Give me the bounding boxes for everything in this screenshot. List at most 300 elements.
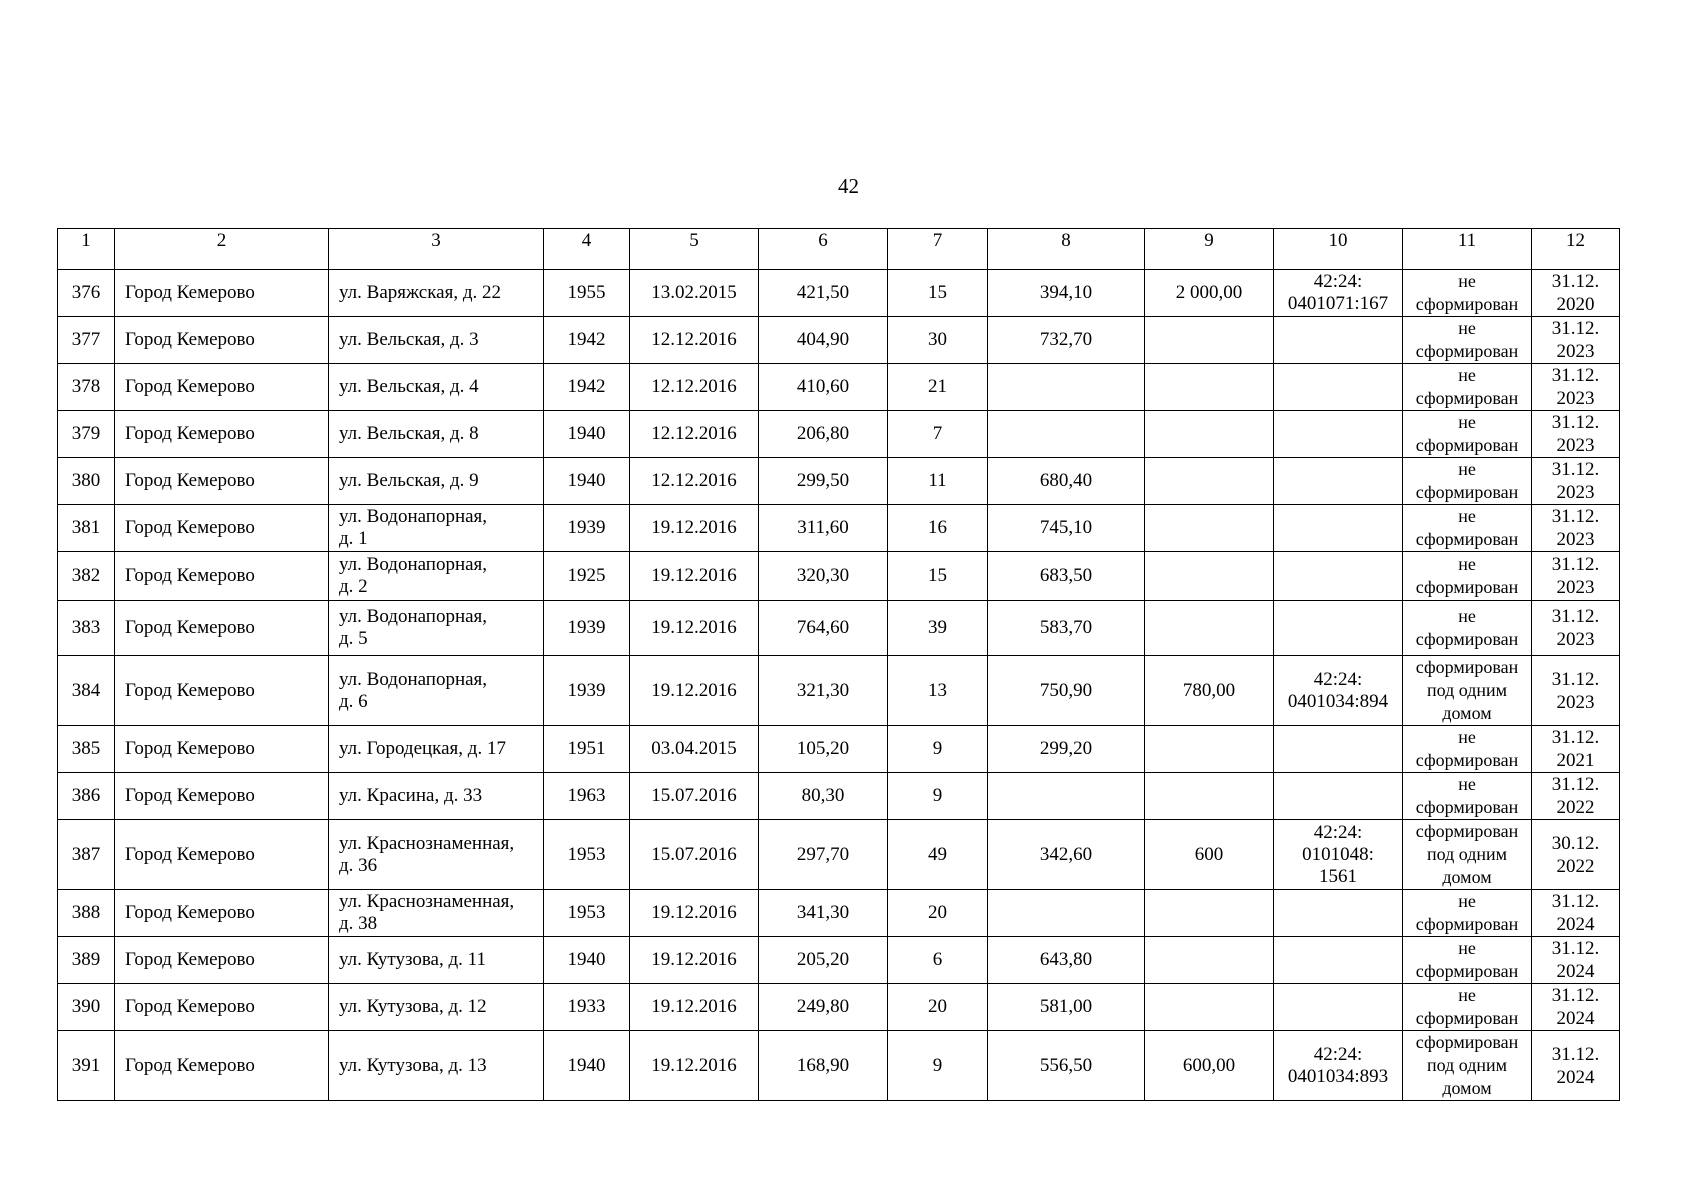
address-cell <box>329 411 544 458</box>
address-cell <box>329 601 544 656</box>
cost-cell <box>1145 773 1274 820</box>
column-header: 3 <box>329 229 544 270</box>
cadastral-cell <box>1274 270 1403 317</box>
row-number: 385 <box>58 726 115 773</box>
status-cell <box>1403 411 1532 458</box>
deadline-cell-line: 2020 <box>1556 294 1595 315</box>
cadastral-cell-line: 42:24: <box>1313 1043 1363 1065</box>
cost-cell <box>1145 984 1274 1031</box>
status-cell-line: сформирован <box>1415 914 1519 934</box>
cadastral-cell-line: 42:24: <box>1313 821 1363 843</box>
persons-cell: 16 <box>888 505 988 552</box>
status-cell-line: не <box>1458 412 1476 432</box>
status-cell-line: сформирован <box>1415 341 1519 361</box>
cadastral-cell-line: 0401034:894 <box>1287 690 1389 712</box>
row-number: 390 <box>58 984 115 1031</box>
column-header: 10 <box>1274 229 1403 270</box>
deadline-cell <box>1532 656 1620 726</box>
cadastral-cell <box>1274 458 1403 505</box>
cost-cell <box>1145 890 1274 937</box>
cadastral-cell <box>1274 317 1403 364</box>
area-cell: 168,90 <box>759 1031 888 1101</box>
cost-cell <box>1145 505 1274 552</box>
deadline-cell <box>1532 364 1620 411</box>
address-cell <box>329 552 544 601</box>
address-cell <box>329 890 544 937</box>
row-number: 384 <box>58 656 115 726</box>
land-area-cell: 556,50 <box>988 1031 1145 1101</box>
land-area-cell: 299,20 <box>988 726 1145 773</box>
address-cell-line: ул. Вельская, д. 8 <box>339 423 479 444</box>
land-area-cell: 683,50 <box>988 552 1145 601</box>
land-area-cell: 732,70 <box>988 317 1145 364</box>
table-row <box>58 364 1620 411</box>
city-cell: Город Кемерово <box>115 656 329 726</box>
area-cell: 105,20 <box>759 726 888 773</box>
date-cell: 12.12.2016 <box>630 364 759 411</box>
status-cell-line: домом <box>1442 867 1492 887</box>
persons-cell: 30 <box>888 317 988 364</box>
deadline-cell-line: 31.12. <box>1551 412 1600 433</box>
deadline-cell <box>1532 505 1620 552</box>
status-cell <box>1403 552 1532 601</box>
deadline-cell <box>1532 726 1620 773</box>
deadline-cell-line: 31.12. <box>1551 727 1600 748</box>
deadline-cell-line: 31.12. <box>1551 985 1600 1006</box>
deadline-cell-line: 2022 <box>1556 855 1595 877</box>
deadline-cell-line: 2023 <box>1556 435 1595 456</box>
status-cell <box>1403 937 1532 984</box>
deadline-cell-line: 31.12. <box>1551 606 1600 627</box>
status-cell-line: сформирован <box>1415 797 1519 817</box>
deadline-cell <box>1532 937 1620 984</box>
year-cell: 1939 <box>544 656 630 726</box>
table-row <box>58 552 1620 601</box>
table-row <box>58 1031 1620 1101</box>
persons-cell: 49 <box>888 820 988 890</box>
cadastral-cell <box>1274 820 1403 890</box>
deadline-cell-line: 31.12. <box>1551 365 1600 386</box>
persons-cell: 39 <box>888 601 988 656</box>
address-cell <box>329 1031 544 1101</box>
deadline-cell-line: 31.12. <box>1551 938 1600 959</box>
status-cell-line: сформирован <box>1415 577 1519 597</box>
area-cell: 421,50 <box>759 270 888 317</box>
land-area-cell: 342,60 <box>988 820 1145 890</box>
address-cell <box>329 458 544 505</box>
status-cell-line: не <box>1458 606 1476 626</box>
status-cell-line: не <box>1458 271 1476 291</box>
address-cell-line: ул. Кутузова, д. 13 <box>339 1054 487 1076</box>
header-row <box>58 229 1620 270</box>
year-cell: 1940 <box>544 1031 630 1101</box>
date-cell: 19.12.2016 <box>630 656 759 726</box>
deadline-cell-line: 2023 <box>1556 691 1595 713</box>
date-cell: 19.12.2016 <box>630 984 759 1031</box>
address-cell-line: ул. Водонапорная, <box>339 506 488 527</box>
row-number: 378 <box>58 364 115 411</box>
date-cell: 15.07.2016 <box>630 773 759 820</box>
address-cell <box>329 984 544 1031</box>
year-cell: 1963 <box>544 773 630 820</box>
year-cell: 1940 <box>544 937 630 984</box>
status-cell-line: не <box>1458 318 1476 338</box>
status-cell-line: не <box>1458 938 1476 958</box>
row-number: 379 <box>58 411 115 458</box>
address-cell-line: д. 38 <box>339 913 378 934</box>
status-cell-line: под одним <box>1426 844 1508 864</box>
year-cell: 1951 <box>544 726 630 773</box>
deadline-cell-line: 2021 <box>1556 750 1595 771</box>
status-cell <box>1403 1031 1532 1101</box>
land-area-cell: 750,90 <box>988 656 1145 726</box>
row-number: 386 <box>58 773 115 820</box>
year-cell: 1939 <box>544 505 630 552</box>
deadline-cell-line: 2023 <box>1556 388 1595 409</box>
persons-cell: 9 <box>888 726 988 773</box>
row-number: 377 <box>58 317 115 364</box>
address-cell <box>329 270 544 317</box>
deadline-cell <box>1532 820 1620 890</box>
deadline-cell-line: 2024 <box>1556 1066 1595 1088</box>
deadline-cell-line: 2024 <box>1556 961 1595 982</box>
column-header: 2 <box>115 229 329 270</box>
address-cell-line: ул. Краснознаменная, <box>339 832 515 854</box>
address-cell-line: д. 36 <box>339 854 378 876</box>
deadline-cell-line: 2022 <box>1556 797 1595 818</box>
status-cell <box>1403 773 1532 820</box>
date-cell: 19.12.2016 <box>630 937 759 984</box>
status-cell-line: не <box>1458 506 1476 526</box>
status-cell <box>1403 890 1532 937</box>
address-cell-line: ул. Краснознаменная, <box>339 891 515 912</box>
city-cell: Город Кемерово <box>115 601 329 656</box>
year-cell: 1933 <box>544 984 630 1031</box>
table-row <box>58 984 1620 1031</box>
table-row <box>58 656 1620 726</box>
year-cell: 1925 <box>544 552 630 601</box>
status-cell-line: под одним <box>1426 1055 1508 1075</box>
persons-cell: 9 <box>888 1031 988 1101</box>
area-cell: 80,30 <box>759 773 888 820</box>
deadline-cell <box>1532 890 1620 937</box>
status-cell <box>1403 364 1532 411</box>
address-cell-line: ул. Кутузова, д. 11 <box>339 949 486 970</box>
column-header: 8 <box>988 229 1145 270</box>
deadline-cell <box>1532 773 1620 820</box>
table-row <box>58 270 1620 317</box>
deadline-cell-line: 31.12. <box>1551 774 1600 795</box>
persons-cell: 20 <box>888 984 988 1031</box>
status-cell-line: сформирован <box>1415 294 1519 314</box>
cost-cell <box>1145 411 1274 458</box>
deadline-cell <box>1532 317 1620 364</box>
year-cell: 1942 <box>544 364 630 411</box>
cost-cell <box>1145 726 1274 773</box>
row-number: 376 <box>58 270 115 317</box>
deadline-cell-line: 2024 <box>1556 1008 1595 1029</box>
persons-cell: 20 <box>888 890 988 937</box>
deadline-cell-line: 2023 <box>1556 577 1595 598</box>
status-cell-line: сформирован <box>1415 435 1519 455</box>
address-cell-line: д. 6 <box>339 690 368 712</box>
address-cell <box>329 317 544 364</box>
cadastral-cell-line: 1561 <box>1319 865 1357 887</box>
area-cell: 249,80 <box>759 984 888 1031</box>
cadastral-cell <box>1274 601 1403 656</box>
status-cell-line: сформирован <box>1415 821 1519 841</box>
address-cell-line: ул. Городецкая, д. 17 <box>339 738 506 759</box>
status-cell <box>1403 458 1532 505</box>
city-cell: Город Кемерово <box>115 937 329 984</box>
city-cell: Город Кемерово <box>115 458 329 505</box>
date-cell: 19.12.2016 <box>630 890 759 937</box>
deadline-cell-line: 31.12. <box>1551 459 1600 480</box>
status-cell-line: сформирован <box>1415 388 1519 408</box>
area-cell: 341,30 <box>759 890 888 937</box>
column-header: 12 <box>1532 229 1620 270</box>
area-cell: 299,50 <box>759 458 888 505</box>
deadline-cell-line: 2023 <box>1556 341 1595 362</box>
column-header: 4 <box>544 229 630 270</box>
year-cell: 1953 <box>544 890 630 937</box>
column-header: 6 <box>759 229 888 270</box>
status-cell-line: сформирован <box>1415 529 1519 549</box>
area-cell: 410,60 <box>759 364 888 411</box>
year-cell: 1942 <box>544 317 630 364</box>
cadastral-cell <box>1274 984 1403 1031</box>
row-number: 391 <box>58 1031 115 1101</box>
address-cell <box>329 937 544 984</box>
persons-cell: 9 <box>888 773 988 820</box>
land-area-cell <box>988 773 1145 820</box>
column-header: 9 <box>1145 229 1274 270</box>
deadline-cell <box>1532 552 1620 601</box>
address-cell <box>329 364 544 411</box>
area-cell: 311,60 <box>759 505 888 552</box>
status-cell-line: не <box>1458 891 1476 911</box>
row-number: 389 <box>58 937 115 984</box>
deadline-cell-line: 31.12. <box>1551 506 1600 527</box>
land-area-cell <box>988 364 1145 411</box>
city-cell: Город Кемерово <box>115 317 329 364</box>
table-row <box>58 773 1620 820</box>
date-cell: 12.12.2016 <box>630 458 759 505</box>
deadline-cell <box>1532 270 1620 317</box>
status-cell-line: домом <box>1442 703 1492 723</box>
status-cell-line: сформирован <box>1415 657 1519 677</box>
year-cell: 1939 <box>544 601 630 656</box>
cost-cell <box>1145 458 1274 505</box>
status-cell-line: сформирован <box>1415 482 1519 502</box>
status-cell <box>1403 505 1532 552</box>
date-cell: 13.02.2015 <box>630 270 759 317</box>
address-cell-line: ул. Варяжская, д. 22 <box>339 282 501 303</box>
city-cell: Город Кемерово <box>115 552 329 601</box>
table-row <box>58 820 1620 890</box>
status-cell-line: не <box>1458 727 1476 747</box>
cost-cell: 600,00 <box>1145 1031 1274 1101</box>
status-cell-line: сформирован <box>1415 961 1519 981</box>
cost-cell: 2 000,00 <box>1145 270 1274 317</box>
deadline-cell <box>1532 411 1620 458</box>
cost-cell <box>1145 317 1274 364</box>
address-cell <box>329 773 544 820</box>
cadastral-cell <box>1274 411 1403 458</box>
row-number: 380 <box>58 458 115 505</box>
cadastral-cell-line: 42:24: <box>1313 668 1363 690</box>
deadline-cell-line: 31.12. <box>1551 1043 1600 1065</box>
status-cell <box>1403 984 1532 1031</box>
address-cell <box>329 656 544 726</box>
cadastral-cell-line: 42:24: <box>1313 271 1363 292</box>
address-cell-line: д. 2 <box>339 576 368 597</box>
year-cell: 1940 <box>544 411 630 458</box>
status-cell <box>1403 270 1532 317</box>
register-table <box>57 228 1620 1101</box>
status-cell <box>1403 601 1532 656</box>
table-row <box>58 458 1620 505</box>
persons-cell: 11 <box>888 458 988 505</box>
date-cell: 19.12.2016 <box>630 1031 759 1101</box>
deadline-cell-line: 31.12. <box>1551 891 1600 912</box>
table-row <box>58 601 1620 656</box>
address-cell-line: ул. Кутузова, д. 12 <box>339 996 487 1017</box>
status-cell-line: сформирован <box>1415 750 1519 770</box>
status-cell-line: не <box>1458 774 1476 794</box>
date-cell: 19.12.2016 <box>630 505 759 552</box>
status-cell <box>1403 726 1532 773</box>
city-cell: Город Кемерово <box>115 505 329 552</box>
deadline-cell-line: 31.12. <box>1551 554 1600 575</box>
address-cell-line: ул. Водонапорная, <box>339 554 488 575</box>
cadastral-cell-line: 0101048: <box>1302 843 1374 865</box>
date-cell: 19.12.2016 <box>630 601 759 656</box>
table-row <box>58 726 1620 773</box>
address-cell-line: д. 5 <box>339 628 368 649</box>
address-cell-line: д. 1 <box>339 528 368 549</box>
city-cell: Город Кемерово <box>115 726 329 773</box>
city-cell: Город Кемерово <box>115 1031 329 1101</box>
table-row <box>58 411 1620 458</box>
area-cell: 297,70 <box>759 820 888 890</box>
address-cell-line: ул. Вельская, д. 4 <box>339 376 479 397</box>
year-cell: 1953 <box>544 820 630 890</box>
land-area-cell: 394,10 <box>988 270 1145 317</box>
address-cell <box>329 726 544 773</box>
cadastral-cell-line: 0401071:167 <box>1287 293 1389 314</box>
cost-cell: 780,00 <box>1145 656 1274 726</box>
date-cell: 12.12.2016 <box>630 317 759 364</box>
cadastral-cell-line: 0401034:893 <box>1287 1065 1389 1087</box>
deadline-cell <box>1532 458 1620 505</box>
column-header: 5 <box>630 229 759 270</box>
row-number: 383 <box>58 601 115 656</box>
cost-cell <box>1145 364 1274 411</box>
date-cell: 12.12.2016 <box>630 411 759 458</box>
deadline-cell-line: 31.12. <box>1551 668 1600 690</box>
status-cell-line: под одним <box>1426 680 1508 700</box>
cost-cell <box>1145 937 1274 984</box>
table-row <box>58 890 1620 937</box>
table-row <box>58 317 1620 364</box>
status-cell <box>1403 317 1532 364</box>
cadastral-cell <box>1274 773 1403 820</box>
cost-cell <box>1145 552 1274 601</box>
land-area-cell <box>988 890 1145 937</box>
city-cell: Город Кемерово <box>115 411 329 458</box>
column-header: 1 <box>58 229 115 270</box>
city-cell: Город Кемерово <box>115 820 329 890</box>
area-cell: 206,80 <box>759 411 888 458</box>
deadline-cell-line: 31.12. <box>1551 318 1600 339</box>
cadastral-cell <box>1274 505 1403 552</box>
area-cell: 764,60 <box>759 601 888 656</box>
city-cell: Город Кемерово <box>115 270 329 317</box>
persons-cell: 6 <box>888 937 988 984</box>
cadastral-cell <box>1274 937 1403 984</box>
land-area-cell: 643,80 <box>988 937 1145 984</box>
deadline-cell-line: 31.12. <box>1551 271 1600 292</box>
address-cell-line: ул. Водонапорная, <box>339 668 488 690</box>
row-number: 388 <box>58 890 115 937</box>
deadline-cell <box>1532 601 1620 656</box>
year-cell: 1940 <box>544 458 630 505</box>
cadastral-cell <box>1274 890 1403 937</box>
status-cell <box>1403 656 1532 726</box>
status-cell-line: сформирован <box>1415 1032 1519 1052</box>
area-cell: 205,20 <box>759 937 888 984</box>
table-row <box>58 937 1620 984</box>
cadastral-cell <box>1274 364 1403 411</box>
address-cell-line: ул. Красина, д. 33 <box>339 785 483 806</box>
status-cell-line: сформирован <box>1415 1008 1519 1028</box>
column-header: 11 <box>1403 229 1532 270</box>
date-cell: 03.04.2015 <box>630 726 759 773</box>
deadline-cell-line: 2023 <box>1556 482 1595 503</box>
city-cell: Город Кемерово <box>115 984 329 1031</box>
persons-cell: 15 <box>888 270 988 317</box>
cost-cell: 600 <box>1145 820 1274 890</box>
date-cell: 19.12.2016 <box>630 552 759 601</box>
address-cell-line: ул. Вельская, д. 3 <box>339 329 479 350</box>
deadline-cell-line: 2024 <box>1556 914 1595 935</box>
address-cell-line: ул. Водонапорная, <box>339 606 488 627</box>
status-cell <box>1403 820 1532 890</box>
cadastral-cell <box>1274 1031 1403 1101</box>
address-cell-line: ул. Вельская, д. 9 <box>339 470 479 491</box>
land-area-cell: 581,00 <box>988 984 1145 1031</box>
land-area-cell <box>988 411 1145 458</box>
status-cell-line: сформирован <box>1415 629 1519 649</box>
column-header: 7 <box>888 229 988 270</box>
cadastral-cell <box>1274 656 1403 726</box>
persons-cell: 15 <box>888 552 988 601</box>
page-number: 42 <box>838 174 859 198</box>
row-number: 387 <box>58 820 115 890</box>
persons-cell: 13 <box>888 656 988 726</box>
address-cell <box>329 820 544 890</box>
land-area-cell: 680,40 <box>988 458 1145 505</box>
deadline-cell-line: 30.12. <box>1551 832 1600 854</box>
area-cell: 320,30 <box>759 552 888 601</box>
area-cell: 321,30 <box>759 656 888 726</box>
status-cell-line: не <box>1458 459 1476 479</box>
area-cell: 404,90 <box>759 317 888 364</box>
deadline-cell-line: 2023 <box>1556 629 1595 650</box>
persons-cell: 21 <box>888 364 988 411</box>
status-cell-line: не <box>1458 554 1476 574</box>
